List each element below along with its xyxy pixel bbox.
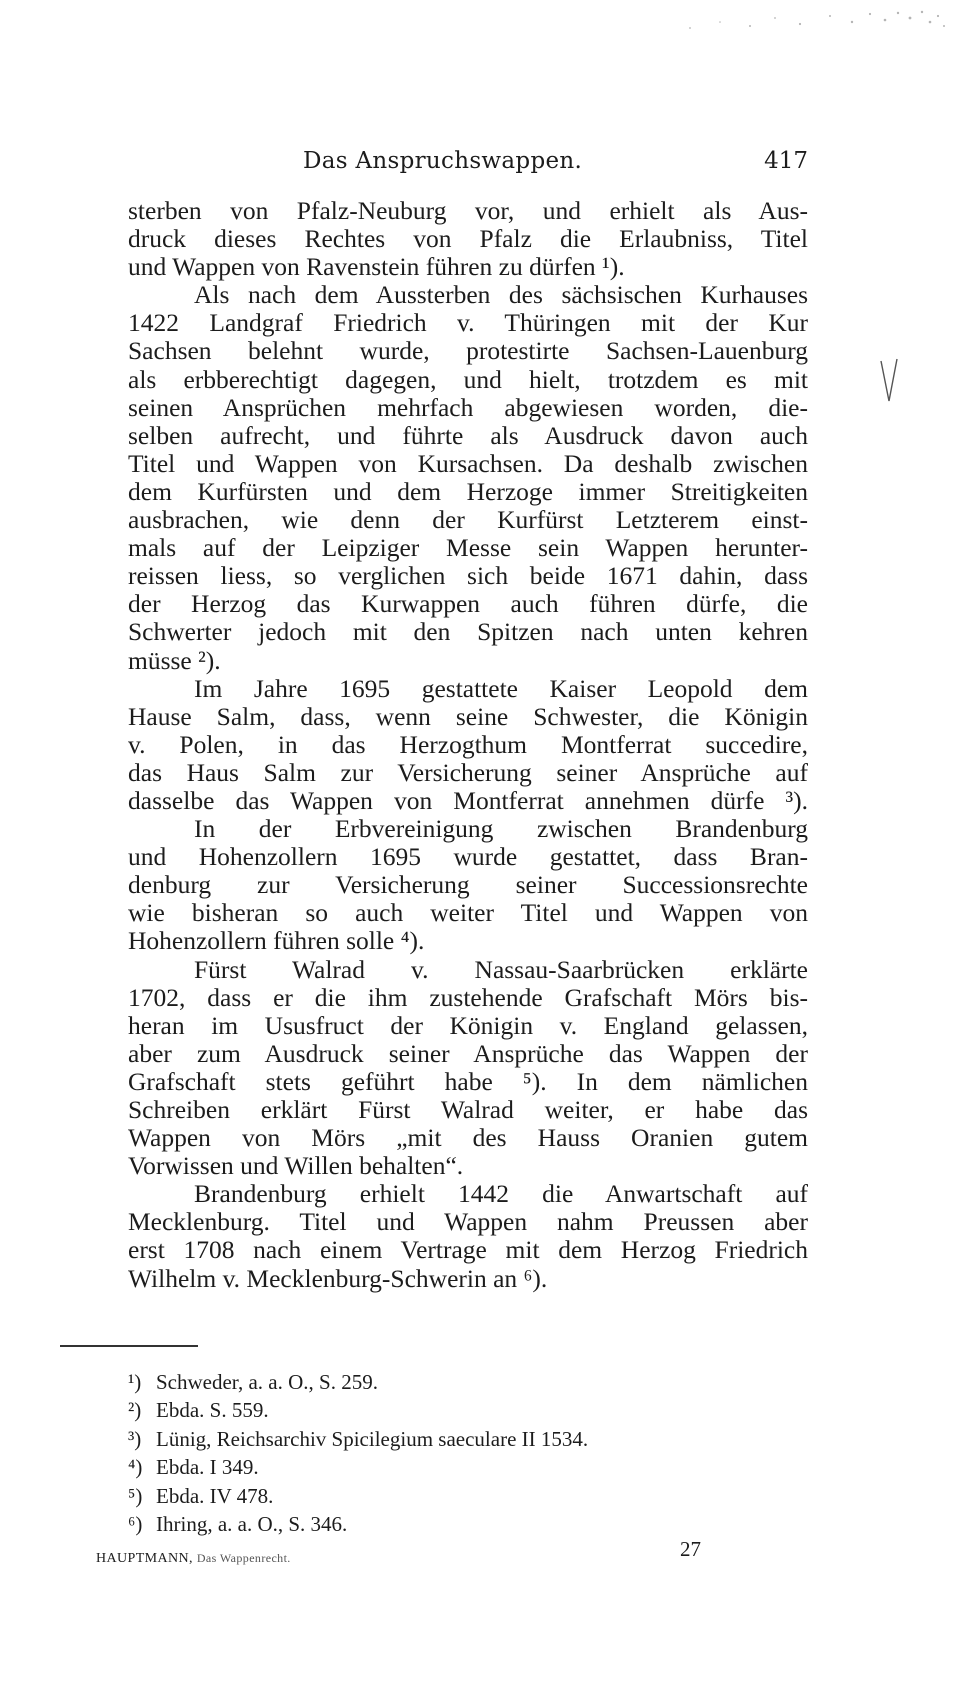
footnote-text: Ebda. I 349. [156,1455,259,1480]
margin-pencil-mark [878,355,900,407]
text-line: Wilhelm v. Mecklenburg-Schwerin an ⁶). [128,1263,548,1293]
text-line: v. Polen, in das Herzogthum Montferrat succedire, [128,729,808,759]
footnote-marker: ⁵) [128,1483,143,1508]
text-line: der Herzog das Kurwappen auch führen dürfe, die [128,589,808,619]
text-line: selben aufrecht, und führte als Ausdruck davon auch [128,420,808,450]
footnote-marker: ³) [128,1426,142,1451]
text-line: mals auf der Leipziger Messe sein Wappen herunter- [128,533,808,563]
running-header [128,148,808,182]
text-line: dasselbe das Wappen von Montferrat annehmen dürfe ³). [128,785,808,815]
text-line: ausbrachen, wie denn der Kurfürst Letzterem einst- [128,505,808,535]
text-line: seinen Ansprüchen mehrfach abgewiesen worden, die- [128,392,808,422]
footnote-separator [60,1345,198,1347]
footnote [128,1396,728,1424]
text-line: Fürst Walrad v. Nassau-Saarbrücken erklärte [194,954,808,984]
text-line: Brandenburg erhielt 1442 die Anwartschaft auf [194,1179,808,1209]
text-line: Schreiben erklärt Fürst Walrad weiter, er habe das [128,1095,808,1124]
text-line: Grafschaft stets geführt habe ⁵). In dem nämlichen [128,1066,808,1096]
footnote [128,1510,728,1538]
footnote-marker: ⁶) [128,1511,143,1536]
text-line: 1702, dass er die ihm zustehende Grafschaft Mörs bis- [128,982,808,1012]
text-line: wie bisheran so auch weiter Titel und Wappen von [128,898,808,928]
text-line: Als nach dem Aussterben des sächsischen Kurhauses [194,280,808,310]
footnote [128,1368,728,1396]
text-line: als erbberechtigt dagegen, und hielt, trotzdem es mit [128,364,808,394]
signature-title: Das Wappenrecht. [196,1551,291,1565]
text-line: Mecklenburg. Titel und Wappen nahm Preussen aber [128,1207,808,1237]
signature-author: HAUPTMANN, [96,1551,193,1566]
text-line: 1422 Landgraf Friedrich v. Thüringen mit der Kur [128,308,808,338]
footnote [128,1482,728,1510]
text-line: Wappen von Mörs „mit des Hauss Oranien gutem [128,1123,808,1153]
text-line: erst 1708 nach einem Vertrage mit dem Herzog Friedrich [128,1235,808,1265]
footnotes [128,1368,728,1538]
text-line: und Wappen von Ravenstein führen zu dürfen ¹). [128,252,625,282]
text-line: aber zum Ausdruck seiner Ansprüche das Wappen der [128,1038,808,1068]
text-line: denburg zur Versicherung seiner Successionsrechte [128,870,808,900]
text-line: reissen liess, so verglichen sich beide 1671 dahin, dass [128,561,808,591]
text-line: Im Jahre 1695 gestattete Kaiser Leopold dem [194,673,808,703]
footnote [128,1453,728,1481]
page-number: 417 [764,148,808,174]
text-line: das Haus Salm zur Versicherung seiner Ansprüche auf [128,757,808,787]
text-line: Hause Salm, dass, wenn seine Schwester, die Königin [128,701,808,731]
footnote [128,1425,728,1453]
text-line: heran im Ususfruct der Königin v. England gelassen, [128,1010,808,1040]
text-line: Titel und Wappen von Kursachsen. Da deshalb zwischen [128,448,808,478]
sheet-number: 27 [680,1537,701,1561]
text-line: und Hohenzollern 1695 wurde gestattet, dass Bran- [128,842,808,872]
signature-line [96,1551,291,1567]
text-line: In der Erbvereinigung zwischen Brandenburg [194,814,808,844]
scan-noise-speckle [680,8,950,38]
text-line: müsse ²). [128,645,221,675]
footnote-text: Schweder, a. a. O., S. 259. [156,1370,378,1394]
running-title: Das Anspruchswappen. [303,148,583,174]
footnote-marker: ¹) [128,1370,142,1394]
footnote-text: Ebda. IV 478. [156,1483,274,1508]
text-line: Hohenzollern führen solle ⁴). [128,926,425,956]
text-line: Sachsen belehnt wurde, protestirte Sachsen-Lauenburg [128,336,808,366]
text-line: Vorwissen und Willen behalten“. [128,1151,464,1181]
footnote-marker: ²) [128,1398,142,1423]
footnote-marker: ⁴) [128,1455,143,1480]
footnote-text: Ebda. S. 559. [156,1398,269,1423]
text-line: Schwerter jedoch mit den Spitzen nach unten kehren [128,617,808,647]
text-line: druck dieses Rechtes von Pfalz die Erlaubniss, Titel [128,224,808,254]
text-line: dem Kurfürsten und dem Herzoge immer Streitigkeiten [128,476,808,506]
footnote-text: Ihring, a. a. O., S. 346. [156,1511,348,1536]
main-text [128,197,808,1293]
text-line: sterben von Pfalz-Neuburg vor, und erhielt als Aus- [128,196,808,225]
footnote-text: Lünig, Reichsarchiv Spicilegium saeculare II 1534. [156,1426,589,1451]
